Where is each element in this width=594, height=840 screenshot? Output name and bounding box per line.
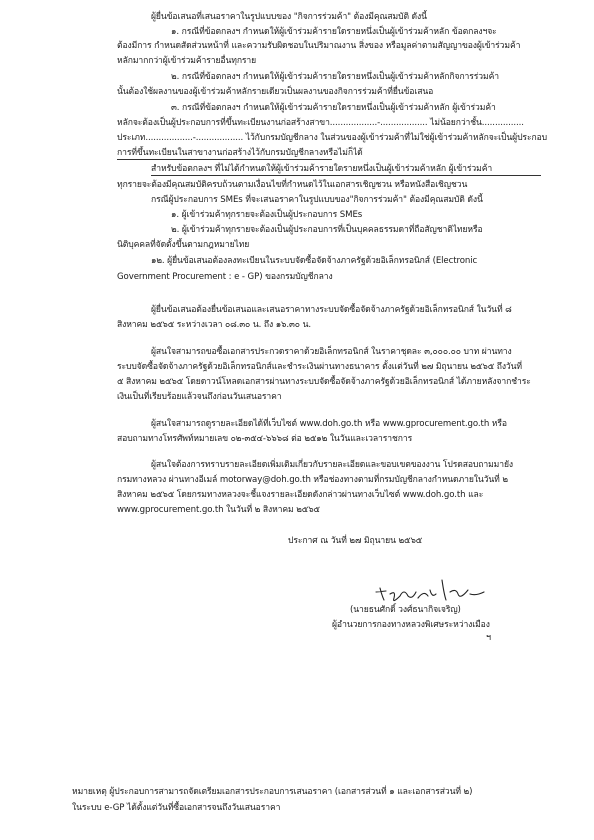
item-12-line-1: ๑๒. ผู้ยื่นข้อเสนอต้องลงทะเบียนในระบบจัดซื้อจัดจ้างภาครัฐด้วยอิเล็กทรอนิกส์ (Electronic <box>151 256 478 266</box>
submission-line-1: ผู้ยื่นข้อเสนอต้องยื่นข้อเสนอและเสนอราคาทางระบบจัดซื้อจัดจ้างภาครัฐด้วยอิเล็กทรอนิกส์ ในวันที่ ๘ <box>151 305 512 315</box>
jv-condition-3-line-4: การที่ขึ้นทะเบียนในสาขางานก่อสร้างไว้กับกรมบัญชีกลางหรือไม่ก็ได้ <box>117 148 363 158</box>
purchase-line-2: ระบบจัดซื้อจัดจ้างภาครัฐด้วยอิเล็กทรอนิกส์และชำระเงินผ่านทางธนาคาร ตั้งแต่วันที่ ๒๗ มิถุนายน ๒๕๖๕ ถึงวันที่ <box>117 362 522 372</box>
strike-line <box>117 159 332 160</box>
contact-line-1: ผู้สนใจสามารถดูรายละเอียดได้ที่เว็บไซต์ www.doh.go.th หรือ www.gprocurement.go.th หรือ <box>151 419 507 429</box>
signer-name: (นายธนศักดิ์ วงศ์ธนากิจเจริญ) <box>350 605 461 615</box>
sme-condition-2-line-1: ๒. ผู้เข้าร่วมค้าทุกรายจะต้องเป็นผู้ประกอบการที่เป็นบุคคลธรรมดาที่ถือสัญชาติไทยหรือ <box>171 225 483 235</box>
announcement-date: ประกาศ ณ วันที่ ๒๗ มิถุนายน ๒๕๖๕ <box>288 536 423 546</box>
details-line-4: www.gprocurement.go.th ในวันที่ ๒ สิงหาคม ๒๕๖๕ <box>117 505 320 515</box>
jv-condition-3-line-2: หลักจะต้องเป็นผู้ประกอบการที่ขึ้นทะเบียนงานก่อสร้างสาขา..................-.................. ไม่น้อยกว่าชั้น................ <box>117 118 524 128</box>
sme-jv-intro: กรณีผู้ประกอบการ SMEs ที่จะเสนอราคาในรูปแบบของ"กิจการร่วมค้า" ต้องมีคุณสมบัติ ดังนี้ <box>151 195 483 205</box>
initial-mark: ฯ <box>486 633 491 643</box>
purchase-line-3: ๕ สิงหาคม ๒๕๖๕ โดยดาวน์โหลดเอกสารผ่านทางระบบจัดซื้อจัดจ้างภาครัฐด้วยอิเล็กทรอนิกส์ ได้ภายหลังจากชำระ <box>117 377 531 387</box>
jv-condition-3-line-1: ๓. กรณีที่ข้อตกลงฯ กำหนดให้ผู้เข้าร่วมค้ารายใดรายหนึ่งเป็นผู้เข้าร่วมค้าหลัก ผู้เข้าร่วมค้า <box>171 103 496 113</box>
jv-condition-2-line-1: ๒. กรณีที่ข้อตกลงฯ กำหนดให้ผู้เข้าร่วมค้ารายใดรายหนึ่งเป็นผู้เข้าร่วมค้าหลักกิจการร่วมค้า <box>171 72 499 82</box>
note-line-1: หมายเหตุ ผู้ประกอบการสามารถจัดเตรียมเอกสารประกอบการเสนอราคา (เอกสารส่วนที่ ๑ และเอกสารส่วนที่ ๒) <box>72 787 473 797</box>
contact-line-2: สอบถามทางโทรศัพท์หมายเลข ๐๒-๓๕๔-๖๖๖๘ ต่อ ๒๕๑๒ ในวันและเวลาราชการ <box>117 434 413 444</box>
purchase-line-4: เงินเป็นที่เรียบร้อยแล้วจนถึงก่อนวันเสนอราคา <box>117 392 282 402</box>
sme-condition-2-line-2: นิติบุคคลที่จัดตั้งขึ้นตามกฎหมายไทย <box>117 240 250 250</box>
purchase-line-1: ผู้สนใจสามารถขอซื้อเอกสารประกวดราคาด้วยอิเล็กทรอนิกส์ ในราคาชุดละ ๓,๐๐๐.๐๐ บาท ผ่านทาง <box>151 347 512 357</box>
details-line-3: สิงหาคม ๒๕๖๕ โดยกรมทางหลวงจะชี้แจงรายละเอียดดังกล่าวผ่านทางเว็บไซต์ www.doh.go.th และ <box>117 490 484 500</box>
note-line-2: ในระบบ e-GP ได้ตั้งแต่วันที่ซื้อเอกสารจนถึงวันเสนอราคา <box>72 803 281 813</box>
details-line-2: กรมทางหลวง ผ่านทางอีเมล์ motorway@doh.go.th หรือช่องทางตามที่กรมบัญชีกลางกำหนดภายในวันที่ ๒ <box>117 475 508 485</box>
jv-condition-1-line-3: หลักมากกว่าผู้เข้าร่วมค้ารายอื่นทุกราย <box>117 56 257 66</box>
submission-line-2: สิงหาคม ๒๕๖๕ ระหว่างเวลา ๐๘.๓๐ น. ถึง ๑๖.๓๐ น. <box>117 320 311 330</box>
jv-condition-3-line-3: ประเภท..................-.................. ไว้กับกรมบัญชีกลาง ในส่วนของผู้เข้าร่วมค้าที่ไม่ใช่ผู้เข้าร่วมค้าหลักจะเป็นผู้ประกอบ <box>117 133 547 143</box>
details-line-1: ผู้สนใจต้องการทราบรายละเอียดเพิ่มเติมเกี่ยวกับรายละเอียดและขอบเขตของงาน โปรดสอบถามมายัง <box>151 460 513 470</box>
signer-title: ผู้อำนวยการกองทางหลวงพิเศษระหว่างเมือง <box>332 620 490 630</box>
strike-line <box>151 175 541 176</box>
jv-no-lead-line-2: ทุกรายจะต้องมีคุณสมบัติครบถ้วนตามเงื่อนไขที่กำหนดไว้ในเอกสารเชิญชวน หรือหนังสือเชิญชวน <box>117 180 468 190</box>
jv-condition-2-line-2: นั้นต้องใช้ผลงานของผู้เข้าร่วมค้าหลักรายเดียวเป็นผลงานของกิจการร่วมค้าที่ยื่นข้อเสนอ <box>117 87 434 97</box>
item-12-line-2: Government Procurement : e - GP) ของกรมบัญชีกลาง <box>117 272 333 282</box>
jv-condition-1-line-2: ต้องมีการ กำหนดสัดส่วนหน้าที่ และความรับผิดชอบในปริมาณงาน สิ่งของ หรือมูลค่าตามสัญญาของผู้เข้าร่วมค้า <box>117 41 521 51</box>
jv-condition-1-line-1: ๑. กรณีที่ข้อตกลงฯ กำหนดให้ผู้เข้าร่วมค้ารายใดรายหนึ่งเป็นผู้เข้าร่วมค้าหลัก ข้อตกลงฯจะ <box>171 27 497 37</box>
jv-no-lead-line-1: สำหรับข้อตกลงฯ ที่ไม่ได้กำหนดให้ผู้เข้าร่วมค้ารายใดรายหนึ่งเป็นผู้เข้าร่วมค้าหลัก ผู้เข้าร่วมค้า <box>151 164 493 174</box>
joint-venture-intro: ผู้ยื่นข้อเสนอที่เสนอราคาในรูปแบบของ "กิจการร่วมค้า" ต้องมีคุณสมบัติ ดังนี้ <box>151 12 427 22</box>
sme-condition-1: ๑. ผู้เข้าร่วมค้าทุกรายจะต้องเป็นผู้ประกอบการ SMEs <box>171 210 363 220</box>
